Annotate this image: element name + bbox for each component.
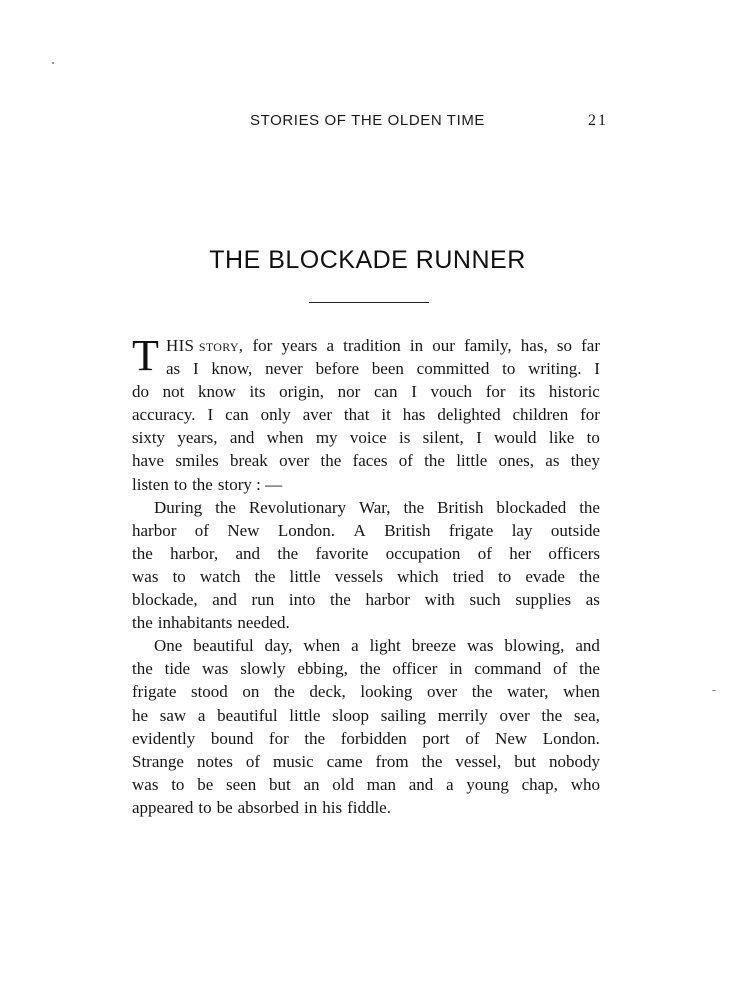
word: fiddle. (347, 797, 391, 817)
word: far (581, 336, 600, 355)
word: the (579, 566, 600, 586)
word: tide (164, 659, 191, 679)
word: a (197, 705, 206, 725)
word: has (402, 405, 426, 425)
word: over (426, 682, 458, 702)
word: as (545, 451, 560, 471)
word: New (495, 728, 528, 748)
word: of (465, 728, 480, 748)
word: I (207, 405, 214, 425)
word: beautiful (193, 636, 254, 656)
word: and (229, 428, 255, 448)
word: of (398, 451, 413, 471)
word: man (366, 774, 396, 794)
word: has, (520, 336, 548, 355)
word: was (467, 636, 494, 656)
word: and (408, 774, 434, 794)
word: for (485, 382, 506, 402)
word: chap, (521, 774, 558, 794)
word: sailing (380, 705, 427, 725)
word: to (198, 797, 212, 817)
word: of (194, 520, 209, 540)
story-text (132, 331, 600, 819)
word: committed (416, 359, 490, 379)
word: not (162, 382, 185, 402)
word: for (580, 405, 600, 425)
opening-small-caps: HIS story, (166, 336, 244, 355)
text-line (132, 542, 600, 565)
text-line (132, 426, 600, 449)
text-line (132, 611, 600, 634)
word: a (326, 336, 335, 355)
word: A (353, 520, 366, 540)
word: the (330, 590, 351, 610)
word: accuracy. (132, 405, 196, 425)
word: to (502, 359, 516, 379)
word: be (197, 774, 214, 794)
word: ebbing, (297, 659, 348, 679)
word: vessel, (455, 751, 502, 771)
word: British (437, 497, 484, 517)
word: as (585, 590, 600, 610)
word: run (251, 590, 275, 610)
running-title: STORIES OF THE OLDEN TIME (250, 112, 486, 129)
word: War, (359, 497, 391, 517)
word: I (476, 428, 482, 448)
word: sloop (332, 705, 369, 725)
word: the (132, 613, 153, 633)
word: New (227, 520, 260, 540)
word: blockade, (132, 590, 198, 610)
word: supplies (515, 590, 572, 610)
word: can (373, 382, 398, 402)
word: was (132, 566, 159, 586)
word: harbor (365, 590, 410, 610)
word: looking (360, 682, 413, 702)
word: faces (352, 451, 388, 471)
word: the (132, 659, 153, 679)
word: be (216, 797, 233, 817)
word: ones, (498, 451, 535, 471)
word: of (245, 751, 261, 771)
word: they (570, 451, 600, 471)
word: to (172, 566, 186, 586)
word: smiles (175, 451, 219, 471)
word: was (132, 774, 159, 794)
word: when (563, 682, 600, 702)
word: her (509, 543, 532, 563)
word: saw (159, 705, 187, 725)
paper-speck (712, 690, 716, 691)
word: merrily (437, 705, 488, 725)
word: know (198, 382, 236, 402)
title-rule (309, 302, 429, 303)
word: day, (264, 636, 293, 656)
word: appeared (132, 797, 194, 817)
text-line (132, 773, 600, 796)
word: the (579, 497, 600, 517)
word: absorbed (237, 797, 299, 817)
word: the (471, 682, 493, 702)
text-line (132, 727, 600, 750)
word: before (315, 359, 360, 379)
word: in (449, 659, 463, 679)
word: the (541, 705, 563, 725)
word: a (446, 774, 454, 794)
word: young (466, 774, 509, 794)
word: bound (210, 728, 254, 748)
word: who (570, 774, 600, 794)
word: beautiful (217, 705, 278, 725)
word: the (277, 543, 299, 563)
word: nobody (548, 751, 600, 771)
word: to (497, 566, 512, 586)
word: is (399, 428, 411, 448)
word: so (556, 336, 572, 355)
word: officers (548, 543, 600, 563)
word: such (469, 590, 501, 610)
word: seen (225, 774, 257, 794)
word: notes (196, 751, 233, 771)
word: aver (302, 405, 332, 425)
word: its (249, 382, 266, 402)
word: the (424, 451, 445, 471)
word: of (553, 659, 568, 679)
word: know, (211, 359, 253, 379)
text-line (132, 565, 600, 588)
word: for (268, 728, 289, 748)
word: into (288, 590, 316, 610)
word: blowing, (504, 636, 565, 656)
word: the (254, 566, 276, 586)
word: vouch (430, 382, 473, 402)
word: was (201, 659, 229, 679)
word: origin, (279, 382, 324, 402)
text-line (132, 750, 600, 773)
word: little (456, 451, 488, 471)
word: as (166, 359, 181, 379)
word: the (579, 659, 600, 679)
running-header (0, 112, 735, 134)
word: voice (349, 428, 387, 448)
word: frigate (448, 520, 494, 540)
word: the (215, 497, 236, 517)
word: have (132, 451, 165, 471)
word: old (332, 774, 354, 794)
word: Revolutionary (248, 497, 347, 517)
word: needed. (237, 613, 290, 633)
word: never (265, 359, 303, 379)
word: tried (452, 566, 484, 586)
word: and (235, 543, 261, 563)
word: light (369, 636, 401, 656)
word: harbor (132, 520, 177, 540)
word: evidently (132, 728, 196, 748)
word: favorite (315, 543, 369, 563)
word: tradition (343, 336, 401, 355)
word: would (494, 428, 537, 448)
text-line (132, 380, 600, 403)
text-line (132, 796, 600, 819)
word: my (315, 428, 338, 448)
word: been (371, 359, 404, 379)
word: music (273, 751, 314, 771)
text-line (132, 588, 600, 611)
word: in (409, 336, 424, 355)
word: silent, (422, 428, 464, 448)
word: sixty (132, 428, 166, 448)
word: only (260, 405, 291, 425)
word: I (411, 382, 417, 402)
word: water, (507, 682, 549, 702)
word: an (303, 774, 320, 794)
word: little (289, 705, 321, 725)
word: forbidden (340, 728, 407, 748)
word: occupation (385, 543, 461, 563)
word: London. (277, 520, 336, 540)
word: in (304, 797, 318, 817)
word: his (322, 797, 343, 817)
word: the (320, 451, 342, 471)
word: which (397, 566, 439, 586)
word: came (326, 751, 363, 771)
word: little (289, 566, 321, 586)
chapter-title: THE BLOCKADE RUNNER (209, 246, 526, 274)
word: British (384, 520, 431, 540)
word: historic (548, 382, 600, 402)
word: the (274, 682, 295, 702)
word: but (268, 774, 291, 794)
word: I (192, 359, 199, 379)
word: story : — (217, 474, 283, 494)
text-line (132, 704, 600, 727)
word: over (499, 705, 530, 725)
page-number: 21 (588, 112, 608, 129)
word: like (548, 428, 575, 448)
word: years, (177, 428, 218, 448)
word: blockaded (496, 497, 567, 517)
word: writing. (528, 359, 582, 379)
text-line (132, 403, 600, 426)
word: watch (199, 566, 241, 586)
word: listen (132, 474, 169, 494)
word: it (381, 405, 391, 425)
word: the (359, 659, 381, 679)
text-line (132, 357, 600, 380)
word: frigate (132, 682, 177, 702)
word: the (304, 728, 326, 748)
word: inhabitants (157, 613, 233, 633)
word: Strange (132, 751, 184, 771)
word: that (343, 405, 370, 425)
text-line (132, 473, 600, 496)
word: our (432, 336, 455, 355)
word: evade (525, 566, 565, 586)
word: the (403, 497, 425, 517)
word: London. (542, 728, 600, 748)
word: of (477, 543, 492, 563)
word: nor (337, 382, 361, 402)
word: breeze (411, 636, 457, 656)
word: officer (392, 659, 438, 679)
word: to (173, 474, 188, 494)
word: children (512, 405, 569, 425)
word: break (230, 451, 268, 471)
word: stood (190, 682, 228, 702)
word: he (132, 705, 149, 725)
word: deck, (309, 682, 346, 702)
word: outside (550, 520, 600, 540)
word: when (303, 636, 341, 656)
word: command (474, 659, 542, 679)
drop-cap: T (132, 331, 159, 380)
word: but (514, 751, 536, 771)
word: can (225, 405, 249, 425)
word: One (154, 636, 183, 656)
word: and (212, 590, 237, 610)
word: I (594, 359, 600, 379)
text-line (132, 634, 600, 657)
text-line (132, 334, 600, 357)
word: During (154, 497, 203, 517)
text-line (132, 657, 600, 680)
word: family, (464, 336, 512, 355)
word: port (422, 728, 450, 748)
word: slowly (240, 659, 286, 679)
word: lay (511, 520, 533, 540)
word: and (575, 636, 600, 656)
word: its (519, 382, 536, 402)
word: from (375, 751, 409, 771)
word: delighted (437, 405, 501, 425)
word: over (279, 451, 310, 471)
word: on (242, 682, 260, 702)
word: the (192, 474, 213, 494)
word: when (266, 428, 304, 448)
word: vessels (334, 566, 383, 586)
text-line (132, 519, 600, 542)
word: sea, (573, 705, 600, 725)
word: to (586, 428, 600, 448)
text-line (132, 496, 600, 519)
word: do (132, 382, 149, 402)
word: a (351, 636, 359, 656)
paper-speck (52, 62, 54, 64)
word: to (171, 774, 185, 794)
word: for (252, 336, 273, 355)
word: with (424, 590, 455, 610)
word: years (281, 336, 318, 355)
word: the (421, 751, 443, 771)
text-line (132, 449, 600, 472)
word: the (132, 543, 153, 563)
word: harbor, (170, 543, 219, 563)
text-line (132, 680, 600, 703)
